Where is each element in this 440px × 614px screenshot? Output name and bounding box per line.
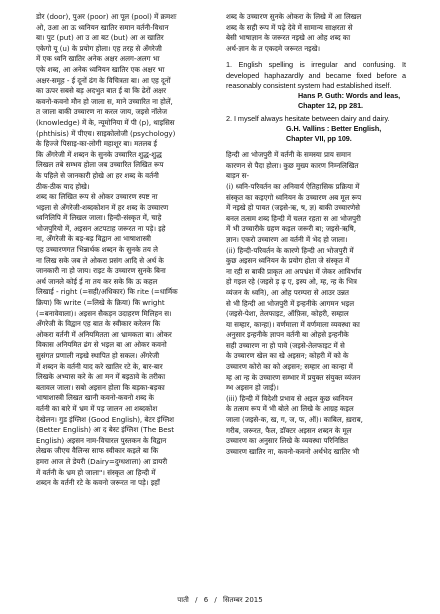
text-line: के हिज्जे पिसाइ-का-लोगी महाशूर बा। मतलब ई xyxy=(36,139,157,149)
text-line: कारणन से पैदा होला। कुछ मुख्य कारण निम्नलिखित xyxy=(226,160,359,170)
right-column-bottom xyxy=(226,150,406,457)
text-line: अँगरेजी के विद्वान एह बात के स्वीकार करेलन कि xyxy=(36,319,161,329)
text-line: उच्चारण खातिर ना, कवनो-कवनो अर्थभेद खातिर भी xyxy=(226,446,360,456)
text-line: कवनो-कवनो मौन हो जाला स, माने उच्चारित ना होलें, xyxy=(36,96,173,106)
text-line: म्भ अइसन हो जाई)। xyxy=(226,383,279,393)
text-line: में एक ध्वनि खातिर अनेक अक्षर अलग-अलग भा xyxy=(36,54,160,64)
right-column-top xyxy=(226,12,406,54)
text-line: गरीब, जरूरत, फैल, डॉक्टर अइसन शब्दन के मूल xyxy=(226,425,352,435)
text-line: हिन्दी आ भोजपुरी में वर्तनी के समस्या प्राय समान xyxy=(226,150,351,160)
text-line: विकास अनियमित ढंग से भइल बा आ ओकर कवनो xyxy=(36,340,167,350)
footer-separator: / xyxy=(195,596,198,604)
text-line: ओ, उआ आ ऊ ध्वनियन खातिर समान वर्तनी-विधान xyxy=(36,22,169,32)
text-line: उच्चारण का अनुसार लिखे के व्यवस्था परिनिष्ठित xyxy=(226,436,349,446)
left-column xyxy=(36,12,214,489)
text-line: हो गइल रहे (जइसे ड़ ढ़ ए, इस्य ओ, म्ह, न्ह के भित्र xyxy=(226,277,357,287)
text-line: भइला से अँगरेजी-शब्दकोशन में हर शब्द के उच्चारण xyxy=(36,202,169,212)
text-line: के उच्चारण खेल का खे अइसन; कोहरी में को के xyxy=(226,351,349,361)
text-line: क्रिया) कि write (=लिखे के क्रिया) कि wright xyxy=(36,298,165,308)
text-line: लिखाई - right (=सही/अधिकार) कि rite (=धार्मिक xyxy=(36,287,178,297)
text-line: या सम्हार, कान्हा)। वर्णमाला में वर्णमाला व्यवस्था का xyxy=(226,319,360,329)
text-line: बतावल जाला। सबो अइसन होला कि बड़का-बड़का xyxy=(36,382,165,392)
text-line: (जइसे-पेशा, तेलफाइट, ऑफ़िस, कोहरी, सम्हाल xyxy=(226,309,349,319)
text-line: शब्दन के वर्तनी रटे के कवनो जरूरत ना पड़े। इहाँ xyxy=(36,478,160,488)
text-line: भाषाशास्त्री लिखत खानी कवनो-कवनो शब्द के xyxy=(36,393,154,403)
text-line: English) अइसन नाम-विचारल पुस्तकन के विद्वान xyxy=(36,435,167,445)
text-line: में भी उच्चारीके ग्रहण कइल जरूरी बा; जइसे-ऋषि, xyxy=(226,224,356,234)
text-line: बेसी भाषाज्ञान के जरूरत नइखे आ ओह शब्द का xyxy=(226,33,351,43)
text-line: के पहिले से जानकारी होखे आ हर शब्द के वर्तनी xyxy=(36,170,159,180)
text-line: जानकारी ना हो जाय। राइट के उच्चारण सुनके बिना xyxy=(36,266,166,276)
text-line: एकेगो यू (u) के प्रयोग होला। एह तरह से अँगरेजी xyxy=(36,43,162,53)
quote-1-ref: Chapter 12, pp 281. xyxy=(298,100,363,110)
text-line: शब्द के उच्चारण सुनके ओकरा के लिखे में आ लिखल xyxy=(226,12,362,21)
text-line: सही उच्चारण ना हो पावे (जइसे-तेलफाइट में से xyxy=(226,340,345,350)
text-line: एह उच्चारणगत भिन्नार्थक शब्दन के सुनके तय ले xyxy=(36,245,158,255)
text-line: व्यंजन के ध्वनि), आ ओह परम्परा से आउर उन्नत xyxy=(226,287,349,297)
text-line: जाला (जइसे-क, ख, ग, ज, फ, ऑ)। काबिल, ख़राब, xyxy=(226,415,363,425)
text-line: शब्द का लिखित रूप से ओकर उच्चारण स्पष्ट ना xyxy=(36,192,158,202)
text-line: ओकरा वर्तनी में अनियमितता आ भ्रामकता बा। ओकर xyxy=(36,329,172,339)
text-line: वर्तनी का बारे में भ्रम में पड़ जालन आ शब्दकोश xyxy=(36,403,158,413)
text-line: म्ह आ न्ह के उच्चारण सम्भार में प्रयुक्त संयुक्त व्यंजन xyxy=(226,372,361,382)
text-line: लिखके अभ्यास करे के आ मन में बइठावे के तरीका xyxy=(36,372,166,382)
text-line: ज्ञान। एकरो उच्चारण आ वर्तनी में भेद हो जाला। xyxy=(226,234,348,244)
text-line: (i) ध्वनि-परिवर्तन का अनिवार्य ऐतिहासिक प्रक्रिया में xyxy=(226,181,360,191)
text-line: के तत्सम रूप में भी बोले आ लिखे के आग्रह कइल xyxy=(226,404,354,414)
text-line: बनल तत्सम शब्द हिन्दी में चलत रहता स आ भोजपुरी xyxy=(226,213,361,223)
text-line: शब्द के सही रूप में पढ़े देवे में सामान्य साक्षरता से xyxy=(226,22,353,32)
quote-1-source: Hans P. Guth: Words and leas, xyxy=(298,90,401,100)
text-line: (ii) हिन्दी-परिवर्तन के कारणे हिन्दी आ भोजपुरी में xyxy=(226,245,354,255)
quote-2-source: G.H. Vallins : Better English, xyxy=(286,124,382,134)
text-line: (phthisis) में पीएच। साइकोलोजी (psychology) xyxy=(36,128,176,138)
text-line: लेखक जीएच वैलिन्स साफ स्वीकार कइले बा कि xyxy=(36,446,159,456)
quote-2-text: 2. I myself always hesitate between dairy and dairy. xyxy=(226,113,390,123)
text-line: अनुसार इन्हनीके ज्ञापन वर्तनी बा ओहसे इन्हनीके xyxy=(226,330,349,340)
text-line: का ऊपर सबसे बड़ अदभुत बात ई बा कि ढेरों अक्षर xyxy=(36,86,166,96)
text-line: अक्षर-समूह - ई दूनों ढंग के विचित्रता बा। आ एह दूनों xyxy=(36,75,171,85)
text-line: में वर्तनी के भ्रम हो जाला"। संस्कृत आ हिन्दी में xyxy=(36,467,156,477)
text-line: (Better English) आ द बेस्ट इंग्लिश (The Best xyxy=(36,425,175,435)
text-line: कि अँगरेजी में शब्दन के सुनके उच्चारित शुद्ध-शुद्ध xyxy=(36,149,162,159)
text-line: डोर (door), पुअर (poor) आ पूल (pool) में क्रमशः xyxy=(36,12,177,21)
quote-2-ref: Chapter VII, pp 109. xyxy=(286,134,352,144)
text-line: से भी हिन्दी आ भोजपुरी में इन्हनीके आगमन भइल xyxy=(226,298,355,308)
text-line: संस्कृत का कइएगो ध्वनियन के उच्चारण अब मूल रूप xyxy=(226,192,362,202)
text-line: कुछ अइसन ध्वनियन के प्रयोग होता जे संस्कृत में xyxy=(226,256,350,266)
text-line: बा। पुट (put) आ उ आ बट (but) आ अ खातिर xyxy=(36,33,164,43)
text-line: लिखल तबे सम्भव होला जब उच्चारित लिखित रूप xyxy=(36,160,164,170)
footer-date: सितम्बर 2015 xyxy=(223,596,263,604)
text-line: ना, अँगरेजी के बड़-बड़ विद्वान आ भाषाशास्त्री xyxy=(36,234,151,244)
text-line: (knowledge) में के, न्यूमोनिया में पी (p), थाइसिस xyxy=(36,117,175,127)
right-column xyxy=(226,12,406,457)
text-line: त जाला बाकी उच्चारण ना करल जाय, जइसे नॉलेज xyxy=(36,107,168,117)
text-line: ध्वनिलिपि में लिखल जाला। हिन्दी-संस्कृत में, चाहे xyxy=(36,213,162,223)
text-line: बाड़न स- xyxy=(226,171,250,181)
text-line: हमरा आज ले डेयरी (Dairy=दुग्धशाला) आ डायरी xyxy=(36,456,168,466)
text-line: एके शब्द, आ अनेक ध्वनियन खातिर एक अक्षर भा xyxy=(36,64,165,74)
text-line: भोजपुरियो में, अइसन अटपटाह जरूरत ना पड़े। इहे xyxy=(36,223,166,233)
text-line: में शब्दन के वर्तनी याद करे खातिर रटे के, बार-बार xyxy=(36,361,163,371)
text-line: ना लिख सके जब ले ओकरा प्रसंग आदि से अर्थ के xyxy=(36,255,164,265)
text-line: (=बनावेवाला)। अइसन सैकड़न उदाहरण मिलिहन स। xyxy=(36,308,172,318)
text-line: सुसंगत प्रणाली नइखे स्थापित हो सकल। अँगरेजी xyxy=(36,351,160,360)
footer-page-number: 6 xyxy=(203,596,209,604)
footer-separator: / xyxy=(214,596,217,604)
text-line: देखेलन। गुड इंग्लिश (Good English), बेटर इंग्लिश xyxy=(36,414,174,424)
text-line: में नइखे हो पावत (जइसे-ऋ, ष, ज्ञ) बाकी उच्चारणेसे xyxy=(226,203,360,213)
footer-magazine-name: पाती xyxy=(177,596,189,604)
text-line: ना रही स बाकी प्राकृत आ अपभ्रंश में जेकर आविर्भाव xyxy=(226,266,362,276)
text-line: उच्चारण कोरो का को अइसन; सम्हार आ कान्हा में xyxy=(226,362,353,372)
quote-1-text: 1. English spelling is irregular and confusing. It developed haphazardly and became fixed before a reasonably consistent system had established itself. xyxy=(226,60,406,90)
page-footer xyxy=(0,596,440,605)
text-line: ठीक-ठीक याद होखे। xyxy=(36,181,90,191)
text-line: अर्थ-ज्ञान के त एकदमे जरूरत नइखे। xyxy=(226,43,321,53)
text-line: अर्थ जानले कोई ई ना तय कर सके कि ऊ कहल xyxy=(36,276,158,286)
text-line: (iii) हिन्दी में विदेशी प्रभाव से अइल कुछ ध्वनियन xyxy=(226,393,353,403)
